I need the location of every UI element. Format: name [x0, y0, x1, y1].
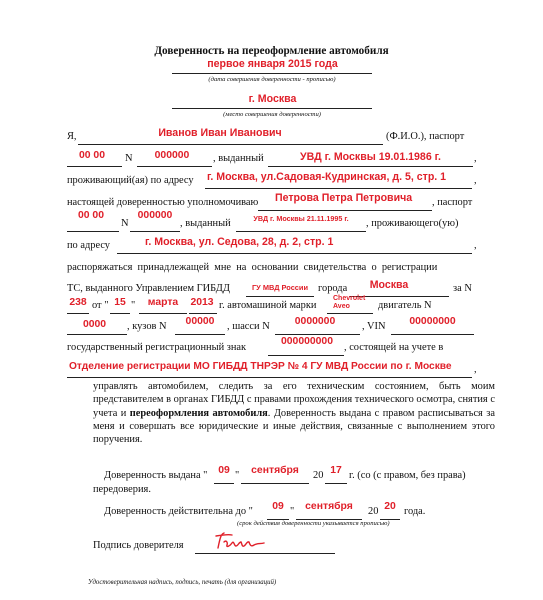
l6-comma: , [474, 240, 477, 251]
attorney-passport-series: 00 00 [77, 210, 104, 221]
l6-pre: по адресу [67, 240, 110, 251]
l5-n: N [121, 218, 129, 229]
l7-text: распоряжаться принадлежащей мне на основании свидетельства о регистрации [67, 262, 438, 273]
place-line [172, 108, 372, 109]
valid-month: сентября [305, 501, 353, 512]
registration-plate: 000000000 [280, 336, 333, 347]
l9-num-line [67, 313, 89, 314]
l5-issuer-line [236, 231, 366, 232]
valid-note: (срок действия доверенности указывается прописью) [237, 520, 390, 527]
l9-mid: г. автомашиной марки [219, 300, 317, 311]
principal-address: г. Москва, ул.Садовая-Кудринская, д. 5, стр. 1 [207, 171, 447, 183]
l10-vin-line [391, 334, 474, 335]
l2-issued: , выданный [213, 153, 264, 164]
l9-post: двигатель N [378, 300, 432, 311]
certificate-day: 15 [114, 297, 126, 308]
place-value: г. Москва [248, 93, 297, 105]
powers-text-bold: переоформления автомобиля [129, 407, 268, 419]
l1-pre: Я, [67, 131, 77, 142]
l2-n: N [125, 153, 133, 164]
l4-pre: настоящей доверенностью уполномочиваю [67, 197, 259, 208]
issued-century: 20 [313, 470, 324, 481]
l9-ot: от " [92, 300, 109, 311]
l10-body-pre: , кузов N [127, 321, 167, 332]
car-brand-line1: Chevrolet [333, 295, 366, 302]
l11-pre: государственный регистрационный знак [67, 342, 247, 353]
l11-post: , состоящей на учете в [344, 342, 444, 353]
principal-name: Иванов Иван Иванович [158, 127, 282, 139]
l5-number-line [130, 231, 180, 232]
issued-quote: " [235, 470, 240, 481]
l12-line [67, 377, 472, 378]
powers-text-after: . Доверенность выдана с правом расписываться за меня и совершать все юридические и иные действия, связанные с выполнением этого поручения. [93, 407, 495, 446]
place-note: (место совершения доверенности) [223, 111, 321, 118]
document-title: Доверенность на переоформление автомобиля [154, 45, 389, 57]
valid-post: года. [404, 506, 426, 517]
l2-issuer-line [268, 166, 473, 167]
l6-line [117, 253, 472, 254]
issued-month: сентября [251, 465, 299, 476]
issued-line2: передоверия. [93, 484, 151, 495]
powers-text-before: управлять автомобилем, следить за его техническим состоянием, быть моим представителем в органах ГИБДД с правами прохождения технического осмотра, снятия с учета и [93, 381, 495, 419]
certificate-year: 2013 [190, 297, 214, 308]
l9-month-line [139, 313, 187, 314]
certificate-month: марта [147, 297, 179, 308]
l5-issued: , выданный [180, 218, 231, 229]
l5-post: , проживающего(ую) [366, 218, 459, 229]
l10-body-line [175, 334, 225, 335]
issued-day-line [214, 483, 234, 484]
l10-engine-line [67, 334, 127, 335]
body-number: 00000 [185, 316, 215, 327]
principal-passport-series: 00 00 [78, 150, 105, 161]
l3-line [205, 188, 472, 189]
registration-dept: ГУ МВД России [251, 283, 309, 292]
l2-series-line [67, 166, 122, 167]
registration-city: Москва [369, 279, 409, 291]
valid-quote: " [290, 506, 295, 517]
l4-line [258, 210, 432, 211]
vin-number: 00000000 [409, 316, 456, 327]
l10-chassis-pre: , шасси N [227, 321, 270, 332]
valid-century: 20 [368, 506, 379, 517]
principal-passport-issuer: УВД г. Москвы 19.01.1986 г. [300, 151, 441, 163]
attorney-passport-number: 000000 [137, 210, 173, 221]
l8-city-pre: города [318, 283, 348, 294]
valid-year: 20 [384, 501, 396, 512]
footer-note: Удостоверительная надпись, подпись, печать (для организаций) [88, 579, 277, 586]
chassis-number: 0000000 [294, 316, 336, 327]
attorney-name: Петрова Петра Петровича [275, 192, 413, 204]
signature-label: Подпись доверителя [93, 540, 184, 551]
powers-paragraph [93, 380, 495, 446]
date-issue-value: первое января 2015 года [207, 58, 338, 70]
date-issue-line [172, 73, 372, 74]
issued-year: 17 [330, 465, 342, 476]
l8-post: за N [453, 283, 472, 294]
l2-number-line [137, 166, 212, 167]
issued-day: 09 [218, 465, 230, 476]
valid-day: 09 [272, 501, 284, 512]
l5-series-line [67, 231, 119, 232]
l8-dept-line [246, 296, 314, 297]
l9-day-line [110, 313, 130, 314]
l1-line [78, 144, 383, 145]
l8-pre: ТС, выданного Управлением ГИБДД [67, 283, 230, 294]
engine-number: 0000 [82, 319, 107, 330]
issued-year-line [325, 483, 347, 484]
certificate-number: 238 [69, 297, 87, 308]
l9-year-line [189, 313, 217, 314]
issued-pre: Доверенность выдана " [104, 470, 208, 481]
l9-brand-line [327, 313, 373, 314]
l12-comma: , [474, 364, 477, 375]
issued-month-line [241, 483, 309, 484]
l3-comma: , [474, 175, 477, 186]
l2-comma: , [474, 153, 477, 164]
attorney-passport-issuer: УВД г. Москвы 21.11.1995 г. [253, 214, 349, 223]
date-issue-note: (дата совершения доверенности - прописью) [208, 76, 336, 83]
registration-office: Отделение регистрации МО ГИБДД ТНРЭР № 4 ГУ МВД России по г. Москве [69, 361, 452, 372]
principal-passport-number: 000000 [154, 150, 190, 161]
l3-pre: проживающий(ая) по адресу [67, 175, 194, 186]
attorney-address: г. Москва, ул. Седова, 28, д. 2, стр. 1 [145, 236, 334, 248]
car-brand-line2: Aveo [333, 303, 350, 310]
l1-fio: (Ф.И.О.), паспорт [386, 131, 465, 142]
l10-vin-pre: , VIN [362, 321, 386, 332]
l4-post: , паспорт [432, 197, 473, 208]
handwritten-signature [212, 530, 272, 554]
l9-quote: " [131, 300, 136, 311]
l10-chassis-line [275, 334, 360, 335]
issued-post: г. (со (с правом, без права) [349, 470, 466, 481]
l11-plate-line [268, 355, 344, 356]
valid-pre: Доверенность действительна до " [104, 506, 253, 517]
